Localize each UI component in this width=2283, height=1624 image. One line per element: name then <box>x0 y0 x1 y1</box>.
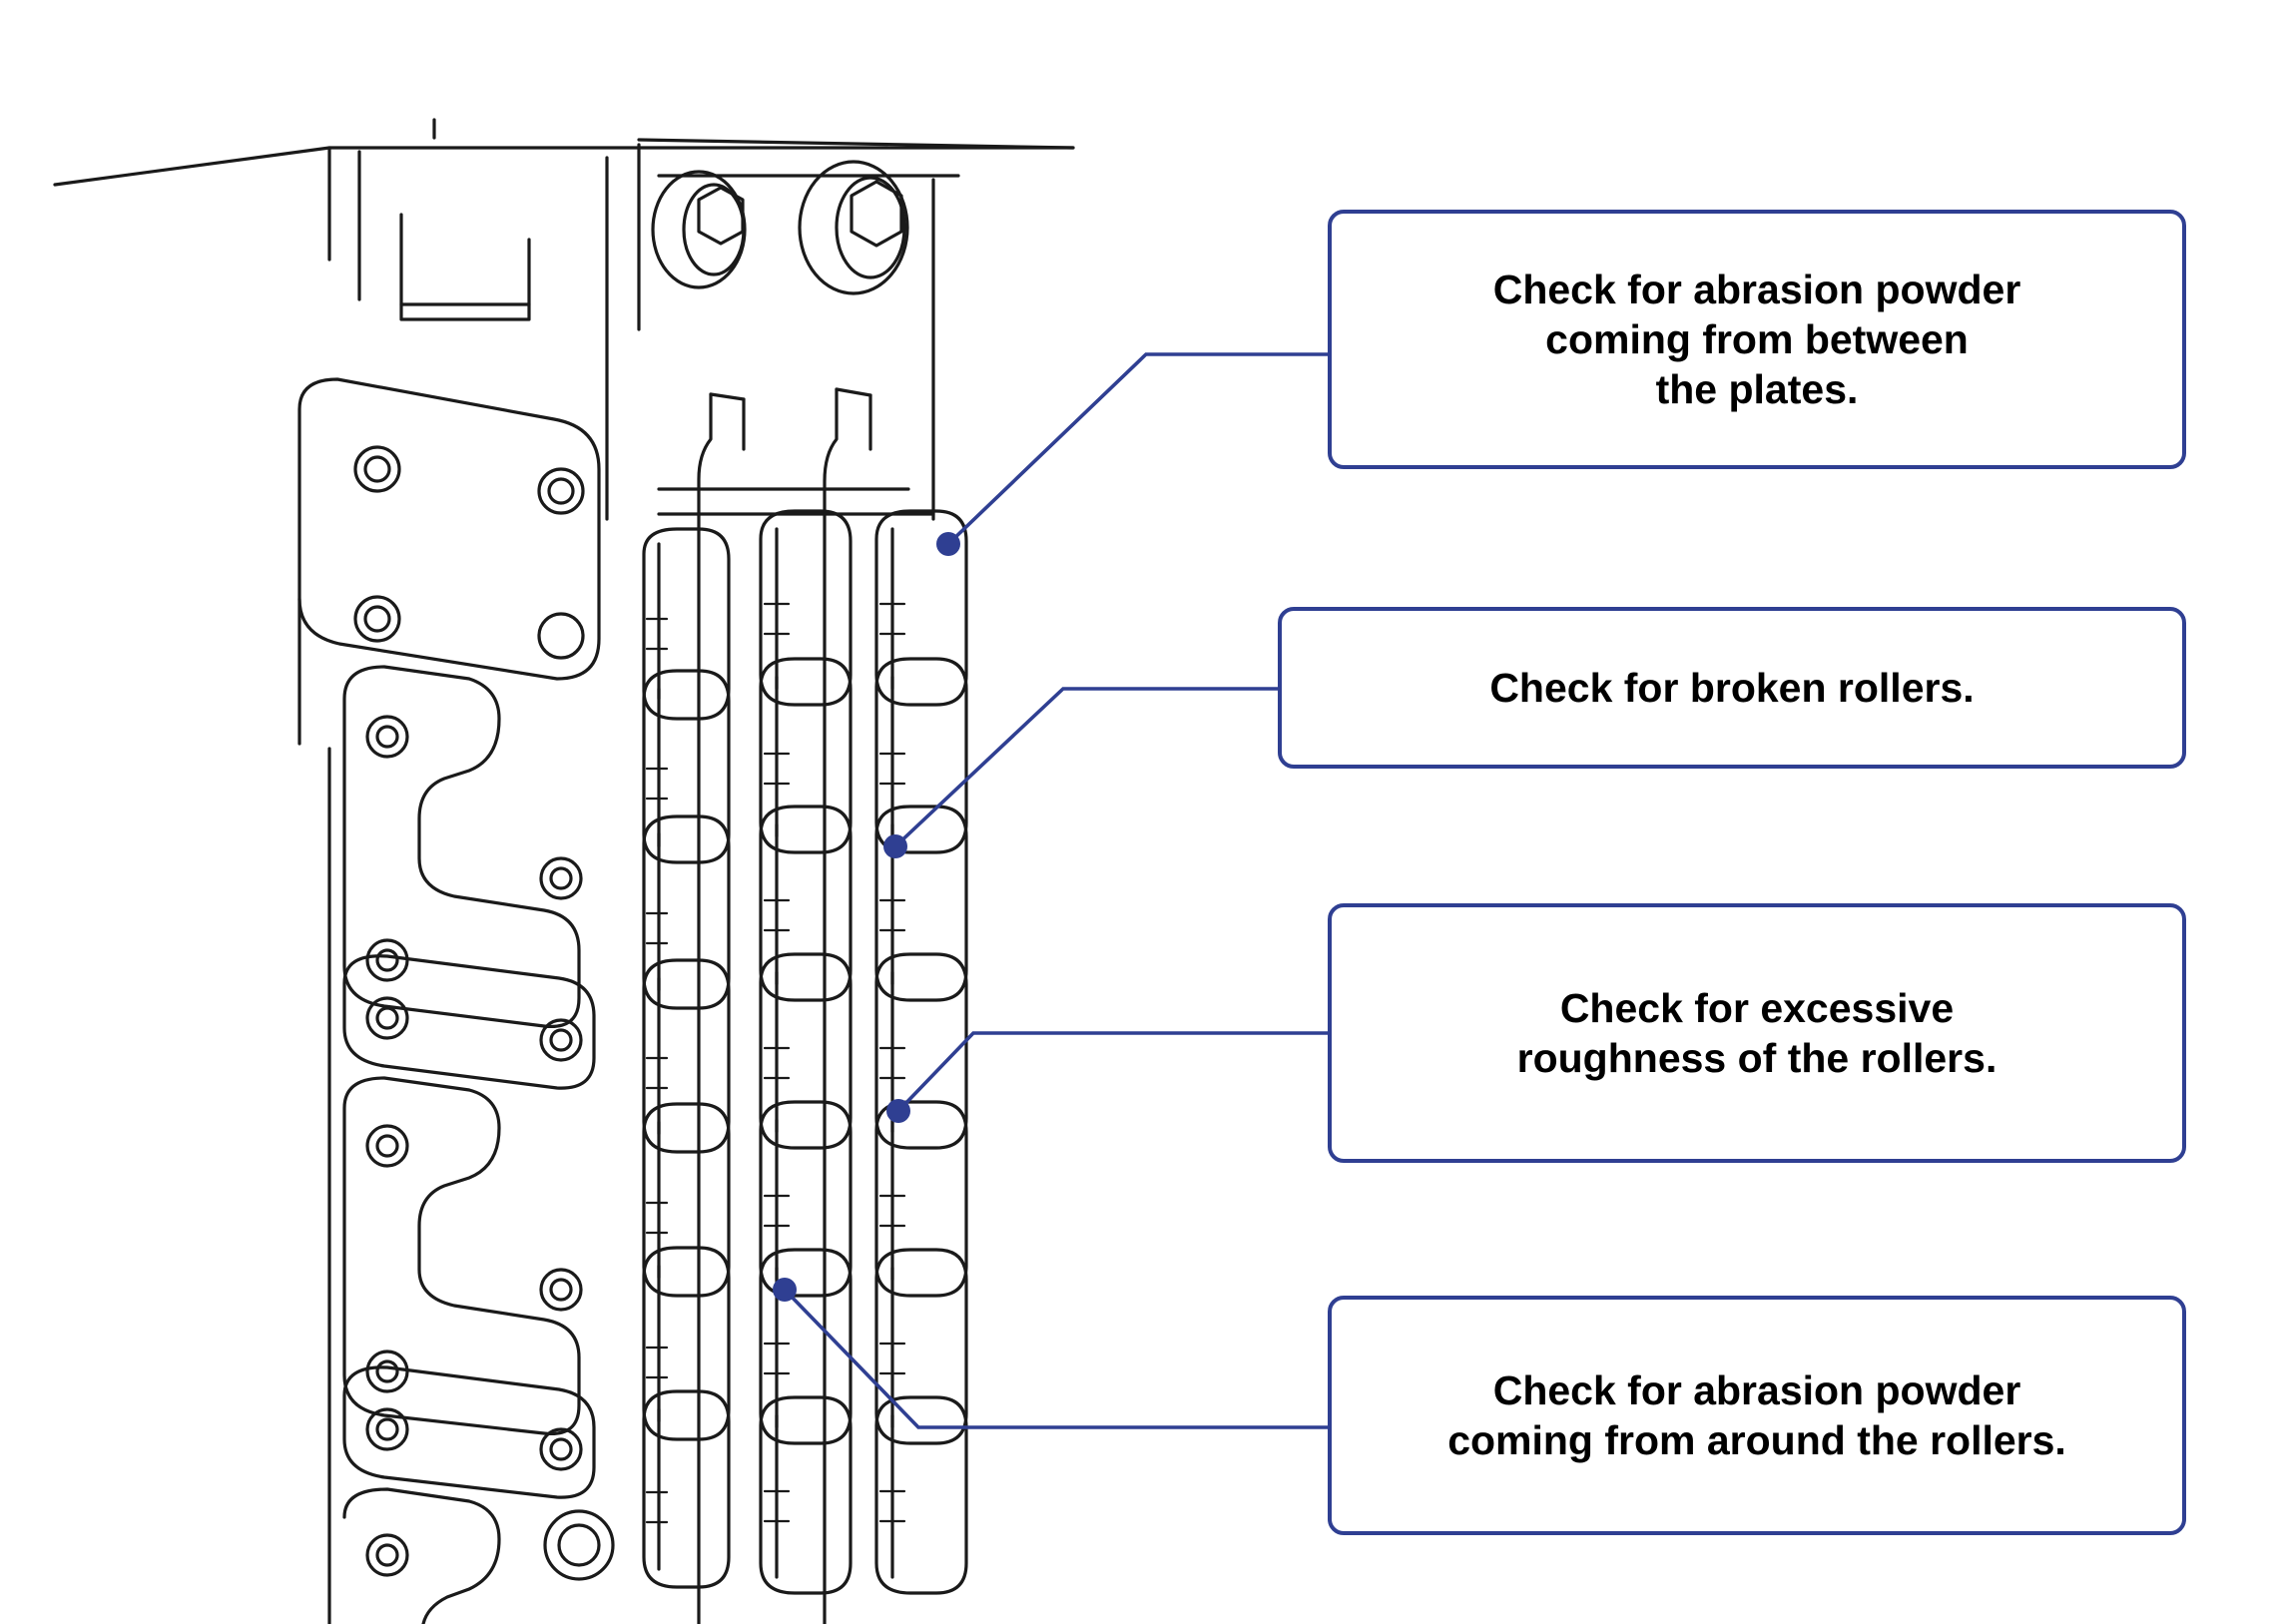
point-roughness <box>886 1099 910 1123</box>
callout-broken-rollers <box>1278 607 2186 769</box>
callout-line: Check for excessive <box>1559 984 1955 1031</box>
point-broken-rollers <box>883 834 907 858</box>
point-around-rollers <box>773 1278 797 1302</box>
roller-strands <box>644 389 966 1624</box>
leader-line-plates <box>948 354 1328 544</box>
mounting-rail <box>55 120 1073 519</box>
leader-dots <box>773 532 960 1302</box>
callout-line: Check for abrasion powder <box>1492 266 2021 312</box>
callout-line: Check for abrasion powder <box>1492 1366 2021 1413</box>
callout-abrasion-powder-rollers <box>1328 1296 2186 1535</box>
callout-roller-roughness <box>1328 903 2186 1163</box>
callout-line: coming from between <box>1545 315 1969 362</box>
leader-line-roughness <box>898 1033 1328 1111</box>
point-plates <box>936 532 960 556</box>
callout-abrasion-powder-plates <box>1328 210 2186 469</box>
link-plates <box>299 379 613 1624</box>
callout-line: roughness of the rollers. <box>1516 1035 1998 1081</box>
callout-line: the plates. <box>1655 366 1859 412</box>
bolt-heads <box>653 162 958 293</box>
callout-line: Check for broken rollers. <box>1489 664 1975 711</box>
leader-line-around-rollers <box>785 1290 1328 1427</box>
callout-line: coming from around the rollers. <box>1447 1417 2066 1463</box>
leader-line-broken-rollers <box>895 689 1278 846</box>
